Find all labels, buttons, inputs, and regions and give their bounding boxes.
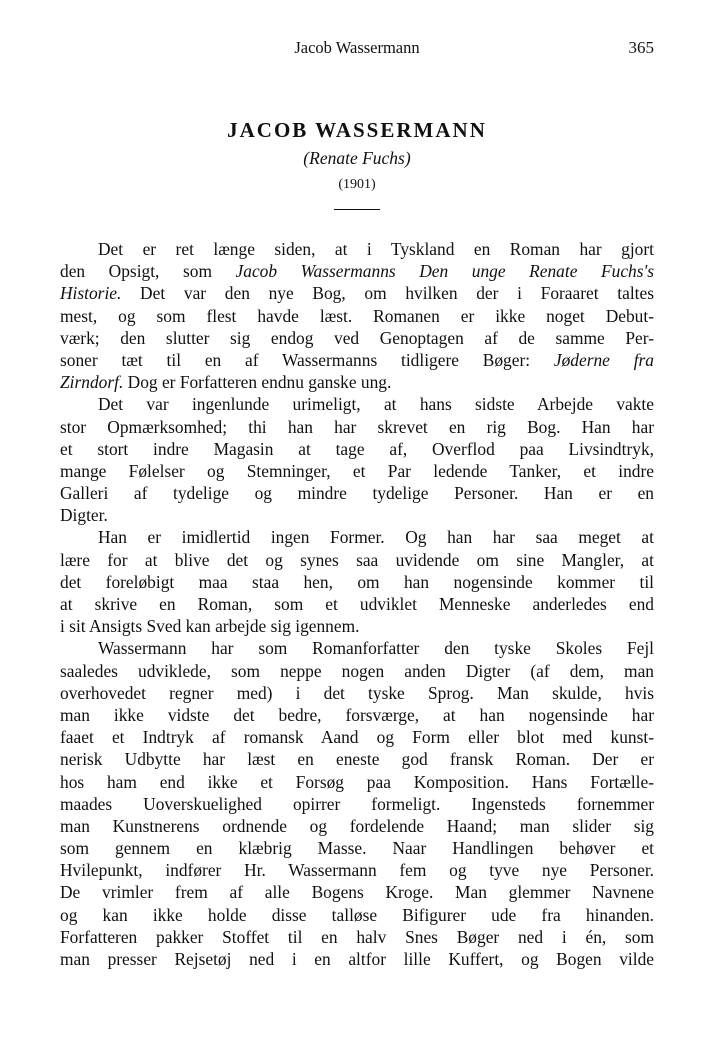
text-segment: nerisk Udbytte har læst en eneste god fransk Roman. Der er [60,749,654,770]
text-line [60,549,654,571]
text-segment: at skrive en Roman, som et udviklet Menneske anderledes end [60,594,654,614]
text-segment: det foreløbigt maa staa hen, om han nogensinde kommer til [60,571,654,592]
text-segment: faaet et Indtryk af romansk Aand og Form eller blot med kunst- [60,727,654,748]
text-line [60,682,654,704]
text-line [60,282,654,304]
text-segment: et stort indre Magasin at tage af, Overflod paa Livsindtryk, [60,438,654,459]
text-segment: den Opsigt, som [60,261,236,282]
text-segment: Hvilepunkt, indfører Hr. Wassermann fem og tyve nye Personer. [60,860,654,881]
author-title: JACOB WASSERMANN [227,118,487,142]
text-line [60,726,654,748]
text-segment: maades Uoverskuelighed opirrer formeligt. Ingensteds fornemmer [60,793,654,814]
text-segment: Dog er Forfatteren endnu ganske ung. [123,372,392,393]
text-line [60,438,654,460]
text-line [60,504,654,526]
text-line [60,793,654,815]
text-line [60,305,654,327]
publication-year: (1901) [338,177,376,192]
text-line [60,593,654,615]
text-segment: og kan ikke holde disse talløse Bifigurer ude fra hinanden. [60,904,654,925]
text-line [60,349,654,371]
text-segment: man ikke vidste det bedre, forsværge, at han nogensinde har [60,704,654,725]
text-segment: Forfatteren pakker Stoffet til en halv Snes Bøger ned i én, som [60,926,654,947]
text-segment: man presser Rejsetøj ned i en altfor lille Kuffert, og Bogen vilde [60,949,654,969]
chapter-heading [60,117,654,210]
text-line [60,904,654,926]
text-segment: Det er ret længe siden, at i Tyskland en Roman har gjort [98,239,654,259]
page-number: 365 [628,38,654,57]
text-line [60,859,654,881]
text-segment: Galleri af tydelige og mindre tydelige Personer. Han er en [60,483,654,504]
text-line [60,704,654,726]
text-line [60,660,654,682]
text-line [60,881,654,903]
text-line [60,416,654,438]
text-line [60,482,654,504]
italic-text: Historie. [60,283,122,304]
text-line [60,371,654,393]
text-line [60,637,654,659]
text-line [60,615,654,637]
text-segment: stor Opmærksomhed; thi han har skrevet en rig Bog. Han har [60,416,654,437]
section-rule [334,209,380,210]
text-segment: mest, og som flest havde læst. Romanen er ikke noget Debut- [60,305,654,326]
text-line [60,837,654,859]
text-segment: Det var den nye Bog, om hvilken der i Foraaret taltes [121,283,654,304]
text-segment: soner tæt til en af Wassermanns tidligere Bøger: [60,349,554,370]
text-segment: Han er imidlertid ingen Former. Og han har saa meget at [98,527,654,548]
text-line [60,327,654,349]
text-segment: saaledes udviklede, som neppe nogen anden Digter (af dem, man [60,660,654,681]
italic-text: Zirndorf. [60,372,124,393]
body-text [60,238,654,970]
text-segment: man Kunstnerens ordnende og fordelende Haand; man slider sig [60,815,654,836]
running-title: Jacob Wassermann [294,38,420,57]
text-line [60,238,654,260]
italic-text: Jacob Wassermanns Den unge Renate Fuchs's [235,261,654,282]
text-line [60,748,654,770]
text-segment: i sit Ansigts Sved kan arbejde sig igennem. [60,616,360,637]
text-line [60,926,654,948]
text-line [60,815,654,837]
text-line [60,260,654,282]
work-title: (Renate Fuchs) [303,148,411,168]
text-line [60,571,654,593]
text-line [60,526,654,548]
text-segment: som gennem en klæbrig Masse. Naar Handlingen behøver et [60,838,654,859]
text-segment: hos ham end ikke et Forsøg paa Komposition. Hans Fortælle- [60,771,654,792]
text-segment: Det var ingenlunde urimeligt, at hans sidste Arbejde vakte [98,394,654,415]
running-head [60,38,654,62]
text-segment: overhovedet regner med) i det tyske Sprog. Man skulde, hvis [60,682,654,703]
text-line [60,393,654,415]
text-line [60,948,654,970]
text-segment: lære for at blive det og synes saa uvidende om sine Mangler, at [60,549,654,570]
text-line [60,771,654,793]
text-line [60,460,654,482]
italic-text: Jøderne fra [553,349,654,370]
text-segment: mange Følelser og Stemninger, et Par ledende Tanker, et indre [60,460,654,481]
text-segment: Wassermann har som Romanforfatter den tyske Skoles Fejl [98,638,654,659]
text-segment: Digter. [60,505,108,526]
text-segment: De vrimler frem af alle Bogens Kroge. Man glemmer Navnene [60,882,654,903]
text-segment: værk; den slutter sig endog ved Genoptagen af de samme Per- [60,327,654,348]
